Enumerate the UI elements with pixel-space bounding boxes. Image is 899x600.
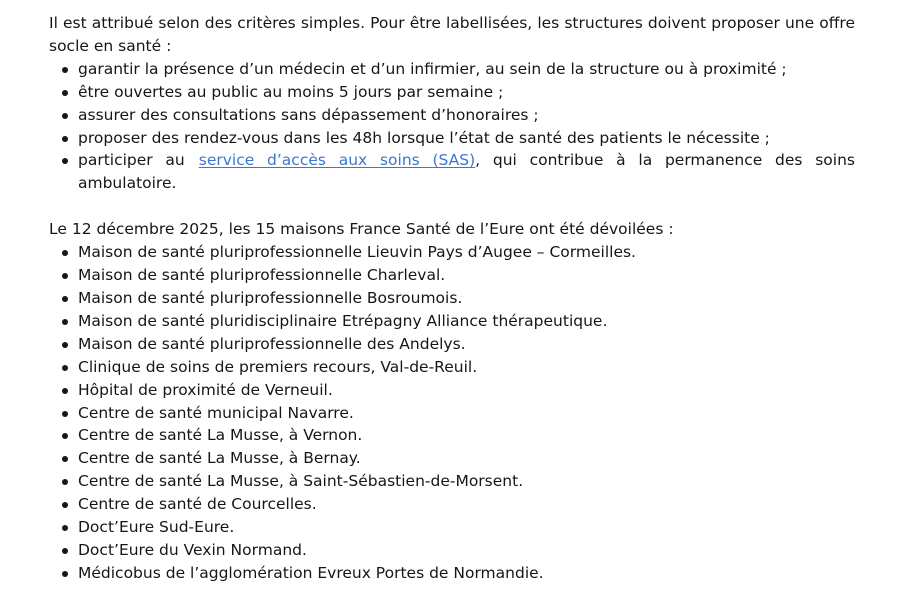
paragraph-spacer xyxy=(49,195,855,218)
article-content xyxy=(49,12,855,585)
list-item: Maison de santé pluridisciplinaire Etrépagny Alliance thérapeutique. xyxy=(78,310,855,333)
list-item: Maison de santé pluriprofessionnelle Charleval. xyxy=(78,264,855,287)
intro-paragraph: Il est attribué selon des critères simples. Pour être labellisées, les structures doivent proposer une offre socle en santé : xyxy=(49,14,855,55)
list-item: Centre de santé de Courcelles. xyxy=(78,493,855,516)
criteria-item: proposer des rendez-vous dans les 48h lorsque l’état de santé des patients le nécessite ; xyxy=(78,127,855,150)
list-item: Médicobus de l’agglomération Evreux Portes de Normandie. xyxy=(78,562,855,585)
list-item: Doct’Eure du Vexin Normand. xyxy=(78,539,855,562)
announcement-paragraph: Le 12 décembre 2025, les 15 maisons France Santé de l’Eure ont été dévoilées : xyxy=(49,220,674,239)
list-item: Maison de santé pluriprofessionnelle Bosroumois. xyxy=(78,287,855,310)
list-item: Hôpital de proximité de Verneuil. xyxy=(78,379,855,402)
criteria-item: assurer des consultations sans dépassement d’honoraires ; xyxy=(78,104,855,127)
sas-link[interactable]: service d’accès aux soins (SAS) xyxy=(198,151,476,170)
criteria-item: être ouvertes au public au moins 5 jours par semaine ; xyxy=(78,81,855,104)
criteria-item-sas xyxy=(78,149,855,195)
list-item: Doct’Eure Sud-Eure. xyxy=(78,516,855,539)
list-item: Centre de santé La Musse, à Bernay. xyxy=(78,447,855,470)
criteria-item: garantir la présence d’un médecin et d’un infirmier, au sein de la structure ou à proximité ; xyxy=(78,58,855,81)
criteria-list xyxy=(49,58,855,195)
list-item: Centre de santé municipal Navarre. xyxy=(78,402,855,425)
list-item: Maison de santé pluriprofessionnelle Lieuvin Pays d’Augee – Cormeilles. xyxy=(78,241,855,264)
criteria-item-suffix: , qui contribue à la permanence des soins ambulatoire. xyxy=(78,151,855,193)
list-item: Clinique de soins de premiers recours, Val-de-Reuil. xyxy=(78,356,855,379)
list-item: Centre de santé La Musse, à Vernon. xyxy=(78,424,855,447)
criteria-item-prefix: participer au xyxy=(78,151,185,170)
maisons-list xyxy=(49,241,855,585)
list-item: Centre de santé La Musse, à Saint-Sébastien-de-Morsent. xyxy=(78,470,855,493)
list-item: Maison de santé pluriprofessionnelle des Andelys. xyxy=(78,333,855,356)
